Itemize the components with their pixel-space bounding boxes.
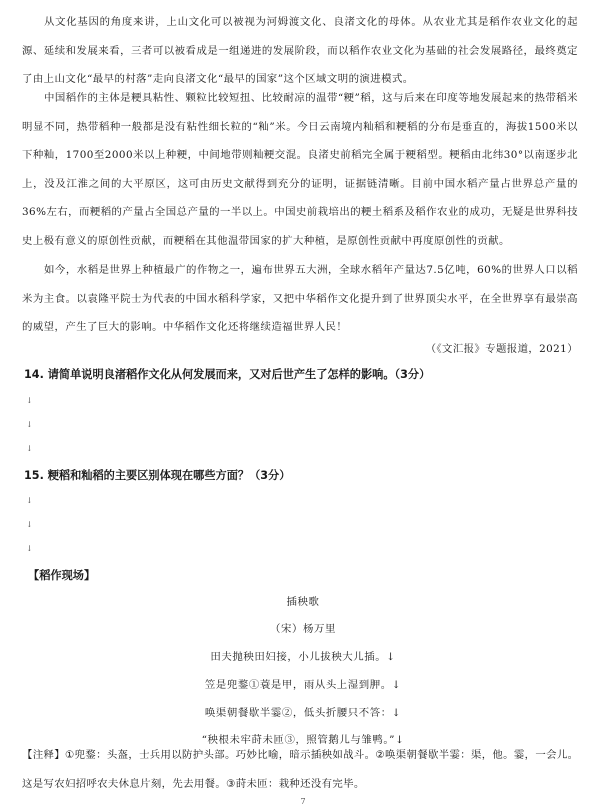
article-source: （《文汇报》专题报道，2021） [425, 343, 578, 355]
answer-blank-14b[interactable]: ↓ [26, 420, 33, 429]
paragraph-1: 从文化基因的角度来讲，上山文化可以被视为河姆渡文化、良渚文化的母体。从农业尤其是稻作农业文化的起源、延续和发展来看，三者可以被看成是一组递进的发展阶段，而以稻作农业文化为基础的社会发展路径，最终奠定了由上山文化“最早的村落”走向良渚文化“最早的国家”这个区域文明的演进模式。 [22, 16, 578, 86]
annotation-notes: 【注释】①兜鍪：头盔，士兵用以防护头部。巧妙比喻，暗示插秧如战斗。②唤渠朝餐歇半霎：渠，他。霎，一会儿。这是写农妇招呼农夫休息片刻，先去用餐。③莳未匝：栽种还没有完毕。 [22, 749, 579, 790]
poem-line-1: 田夫抛秧田妇接，小儿拔秧大儿插。↓ [210, 651, 396, 663]
poem-line-2: 笠是兜鍪①蓑是甲，雨从头上湿到胛。↓ [204, 679, 402, 691]
answer-blank-14c[interactable]: ↓ [26, 444, 33, 453]
poem-line-3: 唤渠朝餐歇半霎②，低头折腰只不答：↓ [204, 707, 402, 719]
question-15: 15. 粳稻和籼稻的主要区别体现在哪些方面？（3分） [24, 469, 291, 482]
poem-title: 插秧歌 [286, 596, 320, 608]
question-14: 14. 请简单说明良渚稻作文化从何发展而来，又对后世产生了怎样的影响。（3分） [24, 368, 431, 381]
answer-blank-15c[interactable]: ↓ [26, 544, 33, 553]
answer-blank-15a[interactable]: ↓ [26, 496, 33, 505]
section-title: 【稻作现场】 [28, 569, 96, 582]
paragraph-2: 中国稻作的主体是粳具粘性、颗粒比较短扭、比较耐凉的温带“粳”稻，这与后来在印度等地发展起来的热带稻米明显不同，热带稻种一般都是没有粘性细长粒的“籼”米。今日云南境内籼稻和粳稻的分布是垂直的，海拔1500米以下种籼，1700至2000米以上种粳，中间地带则籼粳交混。良渚史前稻完全属于粳稻型。粳稻由北纬30°以南逐步北上，没及江淮之间的大平原区，这可由历史文献得到充分的证明，证据链清晰。目前中国水稻产量占世界总产量的36%左右，而粳稻的产量占全国总产量的一半以上。中国史前栽培出的粳土稻系及稻作农业的成功，无疑是世界科技史上极有意义的原创性贡献，而粳稻在其他温带国家的扩大种植，是原创性贡献中再度原创性的贡献。 [22, 92, 578, 247]
poem-line-4: “秧根未牢莳未匝③，照管鹅儿与雏鸭。”↓ [201, 734, 405, 746]
answer-blank-14a[interactable]: ↓ [26, 396, 33, 405]
answer-blank-15b[interactable]: ↓ [26, 520, 33, 529]
paragraph-3: 如今，水稻是世界上种植最广的作物之一，遍布世界五大洲，全球水稻年产量达7.5亿吨，60%的世界人口以稻米为主食。以袁隆平院士为代表的中国水稻科学家，又把中华稻作文化提升到了世界顶尖水平，在全世界享有最崇高的威望，产生了巨大的影响。中华稻作文化还将继续造福世界人民！ [22, 264, 578, 334]
page-number: 7 [300, 797, 306, 806]
poem-author: （宋）杨万里 [270, 623, 336, 635]
